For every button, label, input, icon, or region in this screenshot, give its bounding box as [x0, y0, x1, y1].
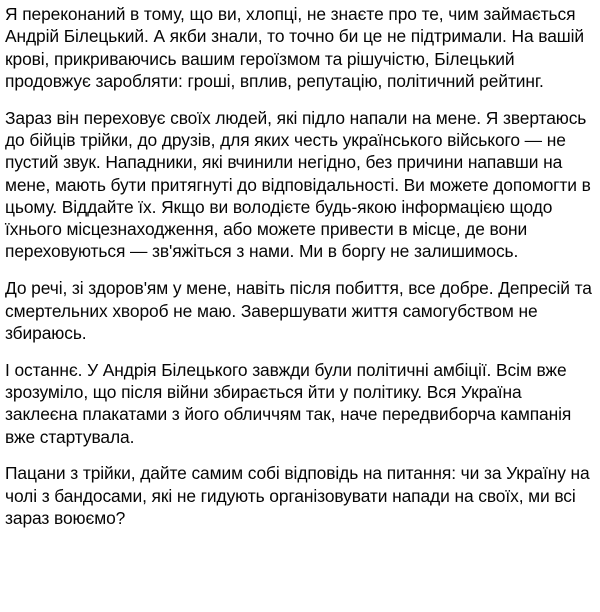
post-paragraph-2: Зараз він переховує своїх людей, які підло напали на мене. Я звертаюсь до бійців трійки, до друзів, для яких честь українського війського — не пустий звук. Нападники, які вчинили негідно, без причини напавши на мене, мають бути притягнуті до відповідальності. Ви можете допомогти в цьому. Віддайте їх. Якщо ви володієте будь-якою інформацією щодо їхнього місцезнаходження, або можете привести в місце, де вони переховуються — зв'яжіться з нами. Ми в боргу не залишимось.	[5, 107, 591, 262]
post-paragraph-3: До речі, зі здоров'ям у мене, навіть після побиття, все добре. Депресій та смертельних хвороб не маю. Завершувати життя самогубством не збираюсь.	[5, 278, 592, 343]
post-paragraph-5: Пацани з трійки, дайте самим собі відповідь на питання: чи за Україну на чолі з бандосами, які не гидують організовувати напади на своїх, ми всі зараз воюємо?	[5, 463, 590, 528]
post-paragraph-4: І останнє. У Андрія Білецького завжди були політичні амбіції. Всім вже зрозуміло, що після війни збирається йти у політику. Вся Україна заклеєна плакатами з його обличчям так, наче передвиборча кампанія вже стартувала.	[5, 359, 572, 447]
post-paragraph-1: Я переконаний в тому, що ви, хлопці, не знаєте про те, чим займається Андрій Білецький. А якби знали, то точно би це не підтримали. На вашій крові, прикриваючись вашим героїзмом та рішучістю, Білецький продовжує заробляти: гроші, вплив, репутацію, політичний рейтинг.	[5, 4, 584, 91]
